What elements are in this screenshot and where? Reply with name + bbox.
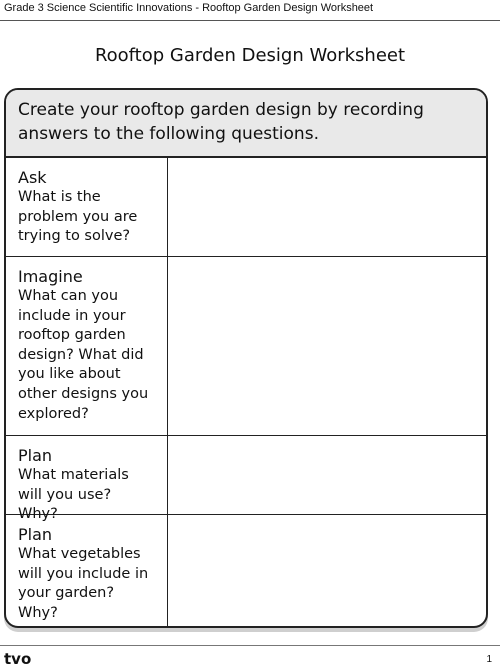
answer-cell[interactable] <box>168 257 486 435</box>
question-text: What materials will you use? Why? <box>18 467 129 523</box>
header-divider <box>0 20 500 21</box>
table-row-plan-materials <box>6 436 486 523</box>
question-cell <box>6 158 168 256</box>
tvo-logo: tvo <box>4 650 32 668</box>
document-header: Grade 3 Science Scientific Innovations - Rooftop Garden Design Worksheet <box>4 2 374 14</box>
answer-cell[interactable] <box>168 436 486 514</box>
question-cell <box>6 515 168 626</box>
question-cell <box>6 257 168 435</box>
question-text: What is the problem you are trying to solve? <box>18 189 138 245</box>
question-text: What vegetables will you include in your garden? Why? <box>18 546 149 621</box>
answer-cell[interactable] <box>168 515 486 626</box>
answer-cell[interactable] <box>168 158 486 256</box>
table-row-ask <box>6 158 486 257</box>
intro-instructions: Create your rooftop garden design by recording answers to the following questions. <box>6 90 486 158</box>
step-label: Plan <box>18 525 53 544</box>
worksheet-title: Rooftop Garden Design Worksheet <box>94 45 406 66</box>
table-row-imagine <box>6 257 486 436</box>
step-label: Ask <box>18 168 47 187</box>
table-row-plan-vegetables <box>6 515 486 626</box>
footer-divider <box>0 645 500 646</box>
question-cell <box>6 436 168 523</box>
question-text: What can you include in your rooftop garden design? What did you like about other designs you explored? <box>18 288 149 422</box>
step-label: Plan <box>18 446 53 465</box>
worksheet-table <box>4 88 488 628</box>
page-number: 1 <box>486 654 492 665</box>
step-label: Imagine <box>18 267 83 286</box>
